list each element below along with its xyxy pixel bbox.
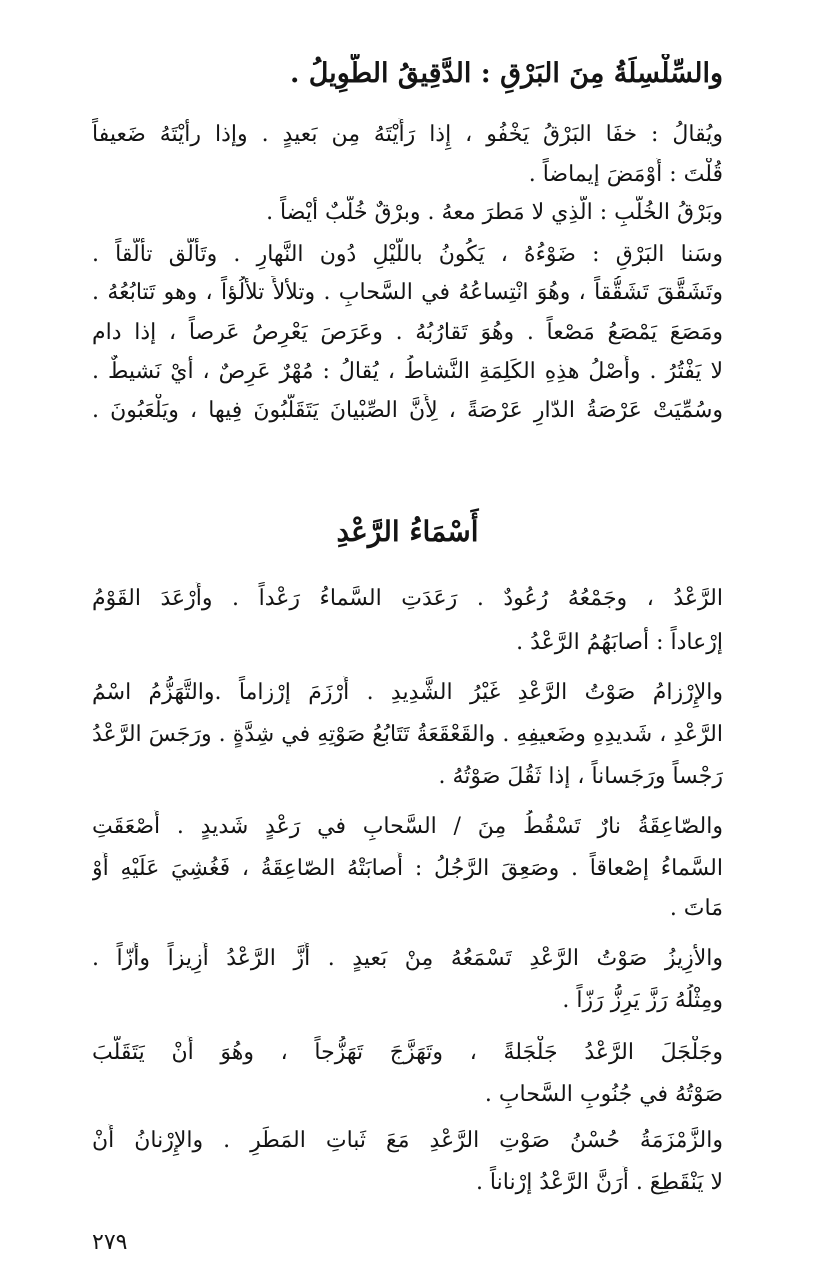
text-line: السَّماءُ إصْعاقاً . وصَعِقَ الرَّجُلُ : أَصابَتْهُ الصّاعِقَةُ ، فَغُشِيَ عَلَيْهِ أَوْ (92, 856, 723, 881)
text-line: ويُقالُ : خفَا البَرْقُ يَخْفُو ، إِذا رَأَيْتَهُ مِن بَعيدٍ . وإذا رأيْتَهُ ضَعيفاً (92, 122, 723, 147)
text-line: رَجْساً ورَجَساناً ، إذا ثَقُلَ صَوْتُهُ . (438, 764, 723, 789)
text-line: وبَرْقُ الخُلَّبِ : الَّذِي لا مَطرَ معهُ . وبرْقٌ خُلَّبٌ أيْضاً . (266, 200, 723, 225)
text-line: وجَلْجَلَ الرَّعْدُ جَلْجَلةً ، وتَهَزَّجَ تَهَزُّجاً ، وهُوَ أَنْ يَتَقَلَّبَ (92, 1040, 723, 1065)
text-line: مَاتَ . (669, 896, 723, 921)
section-title: أَسْمَاءُ الرَّعْدِ (336, 515, 479, 548)
text-line: إرْعاداً : أصابَهُمُ الرَّعْدُ . (516, 630, 723, 655)
text-line: وسَنا البَرْقِ : ضَوْءُهُ ، يَكُونُ باللَّيْلِ دُون النَّهارِ . وتَألَّق تألُّقاً . (92, 242, 723, 267)
text-line: والصّاعِقَةُ نارٌ تَسْقُطُ مِنَ / السَّحابِ في رَعْدٍ شَديدٍ . أَصْعَقَتِ (92, 814, 723, 839)
text-line: الرَّعْدُ ، وجَمْعُهُ رُعُودٌ . رَعَدَتِ السَّماءُ رَعْداً . وأَرْعَدَ القَوْمُ (92, 586, 723, 611)
text-line: ومِثْلُهُ رَزَّ يَرِزُّ رَزّاً . (562, 988, 723, 1013)
text-line: والزَّمْزَمَةُ حُسْنُ صَوْتِ الرَّعْدِ مَعَ ثَباتِ المَطَرِ . والإِرْنانُ أَنْ (92, 1128, 723, 1153)
text-line: لا يَنْقَطِعَ . أَرَنَّ الرَّعْدُ إرْناناً . (475, 1170, 723, 1195)
text-line: والسِّلْسِلَةُ مِنَ البَرْقِ : الدَّقِيقُ الطَّوِيلُ . (289, 58, 723, 89)
text-line: الرَّعْدِ ، شَديدِهِ وضَعيفِهِ . والقَعْقَعَةُ تَتَابُعُ صَوْتِهِ في شِدَّةٍ . ورَجَسَ الرَّعْدُ (92, 722, 723, 747)
text-line: وتَشَقَّقَ تَشَقُّقاً ، وهُوَ انْتِساعُهُ في السَّحابِ . وتلألأَ تلألُؤاً ، وهو تَتابُعُهُ . (92, 280, 723, 305)
text-line: لا يَفْتُرُ . وأَصْلُ هذِهِ الكَلِمَةِ النَّشاطُ ، يُقالُ : مُهْرٌ عَرِصٌ ، أيْ نَشيطٌ . (92, 359, 723, 384)
text-line: والأزِيزُ صَوْتُ الرَّعْدِ تَسْمَعُهُ مِنْ بَعيدٍ . أَزَّ الرَّعْدُ أَزِيزاً وأَزّاً . (92, 946, 723, 971)
page-number: ٢٧٩ (92, 1230, 128, 1255)
text-line: والإِرْزامُ صَوْتُ الرَّعْدِ غَيْرُ الشَّدِيدِ . أَرْزَمَ إرْزاماً .والتَّهَزُّمُ اسْمُ (92, 680, 723, 705)
text-line: قُلْتَ : أَوْمَضَ إيماضاً . (528, 162, 723, 187)
text-line: وسُمِّيَتْ عَرْصَةُ الدّارِ عَرْصَةً ، لِأَنَّ الصِّبْيانَ يَتَقَلَّبُونَ فِيها ، ويَلْعَبُونَ . (92, 398, 723, 423)
text-line: ومَصَعَ يَمْصَعُ مَصْعاً . وهُوَ تَقارُبُهُ . وعَرَصَ يَعْرِصُ عَرصاً ، إذا دام (92, 320, 723, 345)
text-line: صَوْتُهُ في جُنُوبِ السَّحابِ . (484, 1082, 723, 1107)
